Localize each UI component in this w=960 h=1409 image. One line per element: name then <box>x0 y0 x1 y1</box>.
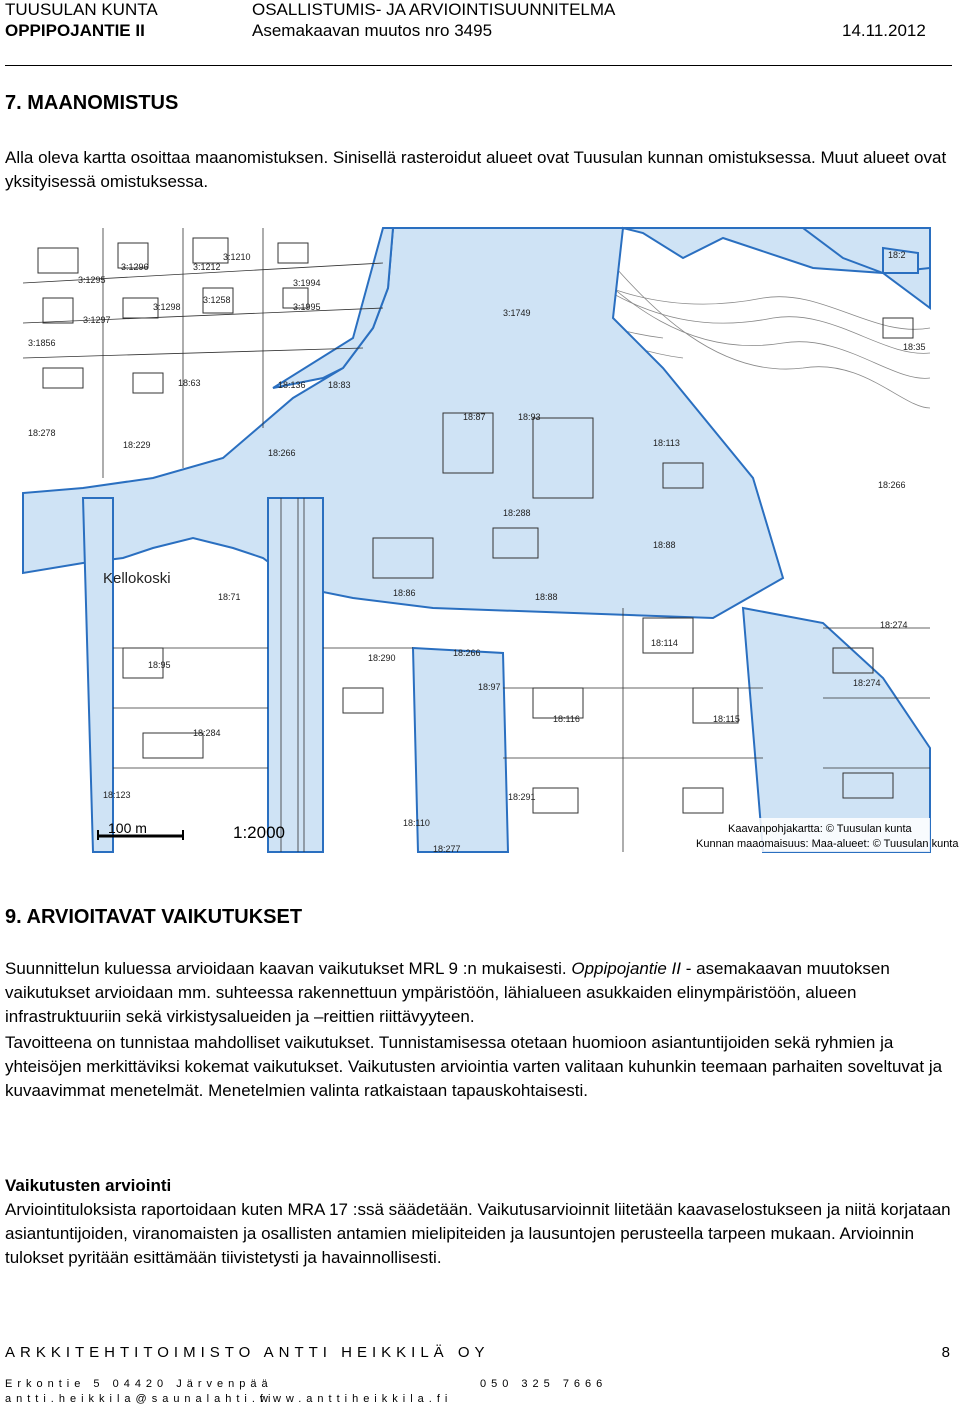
footer-phone: 050 325 7666 <box>480 1378 608 1390</box>
svg-text:18:266: 18:266 <box>268 448 296 458</box>
section-9-paragraph-1 <box>5 957 955 1029</box>
p1-project-name: Oppipojantie II <box>571 959 681 978</box>
svg-text:18:95: 18:95 <box>148 660 171 670</box>
svg-text:18:284: 18:284 <box>193 728 221 738</box>
map-credit-2: Kunnan maaomaisuus: Maa-alueet: © Tuusulan kunta <box>696 838 959 850</box>
svg-text:3:1856: 3:1856 <box>28 338 56 348</box>
footer-website[interactable]: www.anttiheikkila.fi <box>260 1393 453 1405</box>
svg-text:18:113: 18:113 <box>653 438 680 448</box>
svg-text:3:1212: 3:1212 <box>193 262 221 272</box>
map-credit-1: Kaavanpohjakartta: © Tuusulan kunta <box>728 823 912 835</box>
map-canvas <box>23 228 959 854</box>
map-scale: 1:2000 <box>233 823 285 842</box>
p1-text-a: Suunnittelun kuluessa arvioidaan kaavan vaikutukset MRL 9 :n mukaisesti. <box>5 959 572 978</box>
section-9-heading: 9. ARVIOITAVAT VAIKUTUKSET <box>5 906 303 928</box>
svg-text:18:274: 18:274 <box>853 678 881 688</box>
svg-text:18:110: 18:110 <box>403 818 430 828</box>
svg-text:18:123: 18:123 <box>103 790 131 800</box>
sub-heading: Vaikutusten arviointi <box>5 1176 172 1195</box>
header-doc-type: OSALLISTUMIS- JA ARVIOINTISUUNNITELMA <box>252 0 616 19</box>
svg-text:18:291: 18:291 <box>508 792 536 802</box>
svg-text:18:277: 18:277 <box>433 844 461 854</box>
section-7-heading: 7. MAANOMISTUS <box>5 92 179 114</box>
svg-text:18:114: 18:114 <box>651 638 678 648</box>
header-date: 14.11.2012 <box>842 21 926 40</box>
svg-text:18:278: 18:278 <box>28 428 56 438</box>
page-number: 8 <box>941 1344 950 1361</box>
header-divider <box>5 65 952 66</box>
p1-text-c: - asemakaavan muutoksen vaikutukset arvioidaan mm. suhteessa rakennettuun ympäristöön, lähialueen asukkaiden elinympäristöön, alueen infrastruktuuriin sekä virkistysalueiden ja –reittien riittävyyteen. <box>5 959 890 1026</box>
svg-text:18:71: 18:71 <box>218 592 241 602</box>
svg-text:18:274: 18:274 <box>880 620 908 630</box>
svg-text:3:1297: 3:1297 <box>83 315 111 325</box>
svg-text:18:266: 18:266 <box>878 480 906 490</box>
svg-text:18:97: 18:97 <box>478 682 501 692</box>
header-subtitle: Asemakaavan muutos nro 3495 <box>252 21 493 40</box>
svg-text:18:93: 18:93 <box>518 412 541 422</box>
scale-bar-label: 100 m <box>108 820 147 836</box>
section-7-body: Alla oleva kartta osoittaa maanomistuksen. Sinisellä rasteroidut alueet ovat Tuusulan kunnan omistuksessa. Muut alueet ovat yksityisessä omistuksessa. <box>5 148 947 191</box>
footer-company: ARKKITEHTITOIMISTO ANTTI HEIKKILÄ OY <box>5 1344 490 1361</box>
svg-text:3:1295: 3:1295 <box>78 275 106 285</box>
svg-text:18:115: 18:115 <box>713 714 740 724</box>
svg-text:18:63: 18:63 <box>178 378 201 388</box>
svg-text:3:1296: 3:1296 <box>121 262 149 272</box>
svg-text:3:1210: 3:1210 <box>223 252 251 262</box>
svg-text:18:288: 18:288 <box>503 508 531 518</box>
section-9-paragraph-3: Arviointituloksista raportoidaan kuten MRA 17 :ssä säädetään. Vaikutusarvioinnit liitetään kaavaselostukseen ja niitä korjataan asiantuntijoiden, viranomaisten ja osallisten antamien mielipiteiden ja lausuntojen perusteella tarpeen mukaan. Arvioinnin tulokset pyritään esittämään tiivistetysti ja havainnollisesti. <box>5 1200 951 1267</box>
svg-text:3:1298: 3:1298 <box>153 302 181 312</box>
svg-text:18:83: 18:83 <box>328 380 351 390</box>
svg-text:18:88: 18:88 <box>653 540 676 550</box>
svg-text:18:229: 18:229 <box>123 440 151 450</box>
svg-text:18:88: 18:88 <box>535 592 558 602</box>
svg-text:3:1258: 3:1258 <box>203 295 231 305</box>
svg-text:18:87: 18:87 <box>463 412 486 422</box>
svg-text:18:116: 18:116 <box>553 714 580 724</box>
section-9-paragraph-2: Tavoitteena on tunnistaa mahdolliset vaikutukset. Tunnistamisessa otetaan huomioon asiantuntijoiden sekä ryhmien ja yhteisöjen merkittäviksi kokemat vaikutukset. Vaikutusten arviointia varten valitaan kuhunkin teemaan parhaiten soveltuvat ja kuvaavimmat menetelmät. Menetelmien valinta ratkaistaan tapauskohtaisesti. <box>5 1033 943 1100</box>
svg-text:3:1749: 3:1749 <box>503 308 531 318</box>
svg-text:3:1994: 3:1994 <box>293 278 321 288</box>
svg-text:18:290: 18:290 <box>368 653 396 663</box>
footer-address: Erkontie 5 04420 Järvenpää <box>5 1378 273 1390</box>
header-org: TUUSULAN KUNTA <box>5 0 158 19</box>
header-project: OPPIPOJANTIE II <box>5 21 145 40</box>
svg-text:3:1995: 3:1995 <box>293 302 321 312</box>
map-place-name: Kellokoski <box>103 570 171 587</box>
land-ownership-map <box>23 228 959 854</box>
svg-text:18:86: 18:86 <box>393 588 416 598</box>
svg-text:18:35: 18:35 <box>903 342 926 352</box>
footer-email[interactable]: antti.heikkila@saunalahti.fi <box>5 1393 276 1405</box>
svg-text:18:136: 18:136 <box>278 380 306 390</box>
svg-text:18:2: 18:2 <box>888 250 906 260</box>
svg-text:18:266: 18:266 <box>453 648 481 658</box>
